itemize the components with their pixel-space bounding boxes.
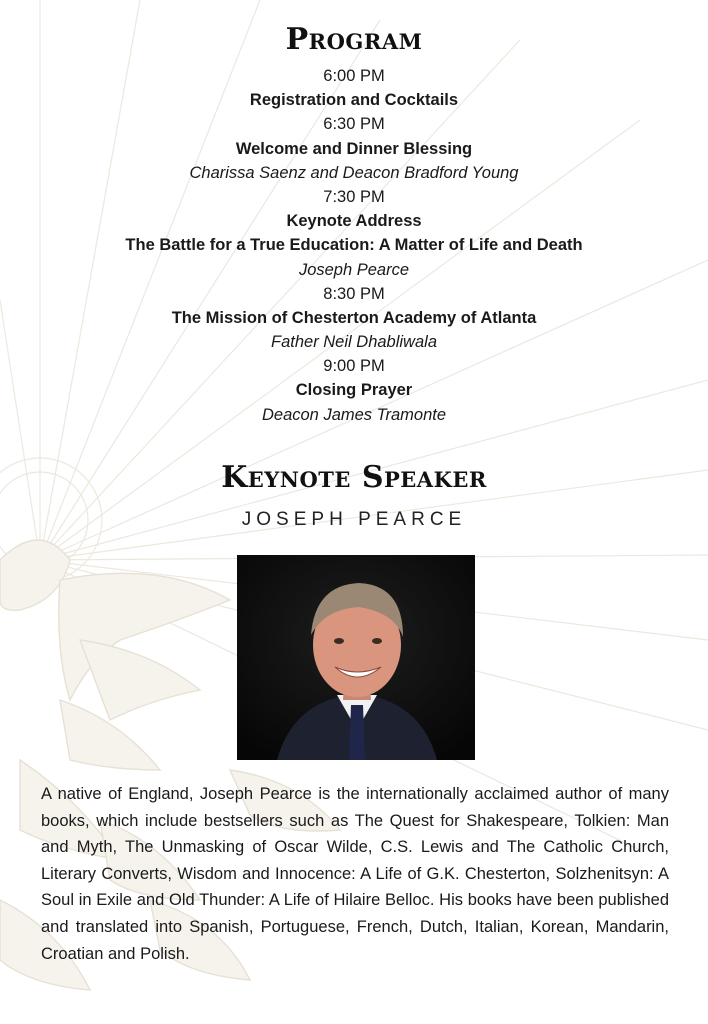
program-speaker: Joseph Pearce xyxy=(298,260,410,279)
program-event: Registration and Cocktails xyxy=(249,91,459,110)
program-time: 9:00 PM xyxy=(323,357,385,376)
program-schedule xyxy=(0,64,708,427)
program-event: Welcome and Dinner Blessing xyxy=(235,139,473,158)
program-speaker: Charissa Saenz and Deacon Bradford Young xyxy=(189,163,519,182)
program-speaker: Deacon James Tramonte xyxy=(261,405,447,424)
program-title: Program xyxy=(285,22,423,57)
speaker-photo xyxy=(237,555,475,760)
speaker-bio: A native of England, Joseph Pearce is the internationally acclaimed author of many books, which include bestsellers such as The Quest for Shakespeare, Tolkien: Man and Myth, The Unmasking of Oscar Wilde, C.S. Lewis and The Catholic Church, Literary Converts, Wisdom and Innocence: A Life of G.K. Chesterton, Solzhenitsyn: A Soul in Exile and Old Thunder: A Life of Hilaire Belloc. His books have been published and translated into Spanish, Portuguese, French, Dutch, Italian, Korean, Mandarin, Croatian and Polish. xyxy=(41,785,669,963)
program-time: 6:00 PM xyxy=(323,67,385,85)
program-event: Closing Prayer xyxy=(295,381,413,400)
program-time: 6:30 PM xyxy=(323,115,385,134)
program-event: The Mission of Chesterton Academy of Atlanta xyxy=(171,308,537,327)
program-event: Keynote Address xyxy=(286,212,422,231)
speaker-name: JOSEPH PEARCE xyxy=(241,509,467,530)
program-time: 8:30 PM xyxy=(323,284,385,303)
keynote-title: Keynote Speaker xyxy=(221,460,487,495)
program-time: 7:30 PM xyxy=(323,187,385,206)
program-event: The Battle for a True Education: A Matter of Life and Death xyxy=(125,236,583,255)
program-speaker: Father Neil Dhabliwala xyxy=(271,333,437,352)
